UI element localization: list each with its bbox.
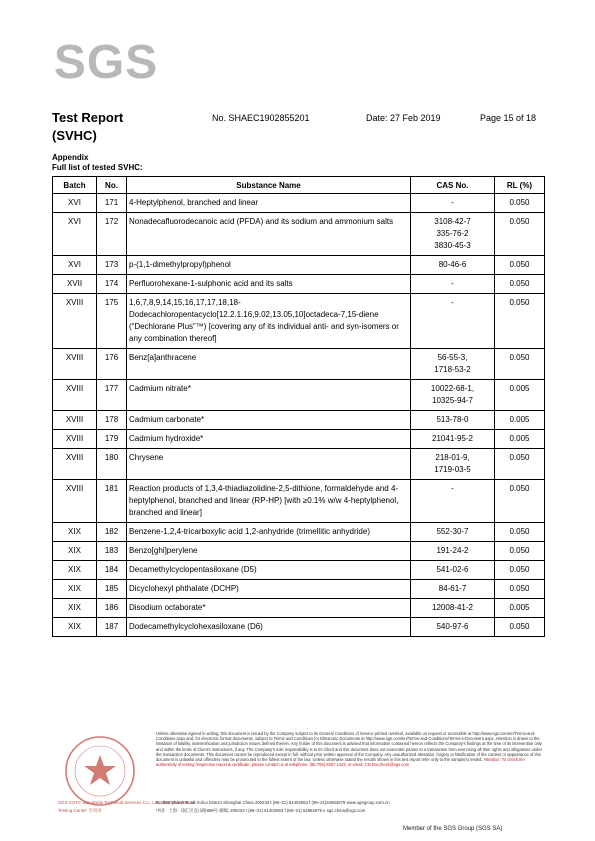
cell-rl: 0.050: [495, 349, 545, 380]
seal-caption-line2: Testing Center 专用章: [58, 808, 102, 813]
cell-substance-name: Dodecamethylcyclohexasiloxane (D6): [127, 618, 411, 637]
list-heading: Full list of tested SVHC:: [52, 163, 143, 172]
cell-cas-no: 540-97-6: [411, 618, 495, 637]
cell-no: 182: [97, 523, 127, 542]
cell-no: 184: [97, 561, 127, 580]
cell-substance-name: Disodium octaborate*: [127, 599, 411, 618]
cell-no: 175: [97, 294, 127, 349]
footer-address-cn: 中国 · 上海 · 徐汇区宜山路889号 邮编: 200233 t (86–21) 61402553 f (86–21) 64953679 e sgs.china@sgs.com: [156, 808, 366, 813]
table-row: [53, 256, 545, 275]
cell-cas-no: 218-01-9, 1719-03-5: [411, 449, 495, 480]
header-batch: Batch: [53, 177, 97, 194]
table-row: [53, 599, 545, 618]
table-row: [53, 194, 545, 213]
cell-rl: 0.050: [495, 542, 545, 561]
cell-substance-name: Benzo[ghi]perylene: [127, 542, 411, 561]
report-subtitle: (SVHC): [52, 128, 97, 143]
cell-batch: XVI: [53, 256, 97, 275]
table-row: [53, 275, 545, 294]
table-row: [53, 430, 545, 449]
cell-rl: 0.050: [495, 213, 545, 256]
cell-substance-name: Benzene-1,2,4-tricarboxylic acid 1,2-anhydride (trimellitic anhydride): [127, 523, 411, 542]
cell-substance-name: Decamethylcyclopentasiloxane (D5): [127, 561, 411, 580]
footer-address-en: No.889 Yishan Road Xuhui District Shanghai China 200233 t (86–21) 61402553 f (86–21)64953679 www.sgsgroup.com.cn: [156, 800, 390, 805]
cell-no: 174: [97, 275, 127, 294]
cell-rl: 0.050: [495, 523, 545, 542]
cell-rl: 0.005: [495, 599, 545, 618]
cell-no: 180: [97, 449, 127, 480]
cell-rl: 0.050: [495, 256, 545, 275]
cell-cas-no: 3108-42-7 335-76-2 3830-45-3: [411, 213, 495, 256]
cell-substance-name: p-(1,1-dimethylpropyl)phenol: [127, 256, 411, 275]
cell-rl: 0.050: [495, 618, 545, 637]
table-row: [53, 294, 545, 349]
cell-substance-name: Reaction products of 1,3,4-thiadiazolidine-2,5-dithione, formaldehyde and 4-heptylphenol, branched and linear (RP-HP) [with ≥0.1% w/w 4-heptylphenol, branched and linear]: [127, 480, 411, 523]
cell-no: 173: [97, 256, 127, 275]
table-row: [53, 213, 545, 256]
cell-no: 176: [97, 349, 127, 380]
report-number: No. SHAEC1902855201: [212, 113, 310, 123]
cell-batch: XVII: [53, 275, 97, 294]
cell-substance-name: Benz[a]anthracene: [127, 349, 411, 380]
member-note: Member of the SGS Group (SGS SA): [403, 826, 503, 832]
sgs-logo: [50, 28, 162, 88]
cell-no: 181: [97, 480, 127, 523]
cell-batch: XIX: [53, 599, 97, 618]
report-title: Test Report: [52, 110, 124, 125]
cell-batch: XVIII: [53, 430, 97, 449]
cell-cas-no: 56-55-3, 1718-53-2: [411, 349, 495, 380]
footer-attention: Attention: To check the authenticity of testing /inspection report & certificate, please contact us at telephone: (86-755) 8307 1443, or email: CN.Doccheck@sgs.com: [156, 757, 525, 768]
cell-cas-no: -: [411, 294, 495, 349]
cell-no: 186: [97, 599, 127, 618]
cell-cas-no: 10022-68-1, 10325-94-7: [411, 380, 495, 411]
cell-rl: 0.005: [495, 430, 545, 449]
cell-batch: XVIII: [53, 294, 97, 349]
table-row: [53, 523, 545, 542]
cell-substance-name: Chrysene: [127, 449, 411, 480]
cell-substance-name: Dicyclohexyl phthalate (DCHP): [127, 580, 411, 599]
table-row: [53, 349, 545, 380]
header-no: No.: [97, 177, 127, 194]
cell-batch: XVIII: [53, 380, 97, 411]
table-row: [53, 618, 545, 637]
cell-batch: XVIII: [53, 480, 97, 523]
footer-disclaimer: Unless otherwise agreed in writing, this document is issued by the Company subject to its General Conditions of Service printed overleaf, available on request or accessible at http://www.sgs.com/en/Terms-and-Conditions.aspx and, for electronic format documents, subject to Terms and Conditions for Electronic Documents at http://www.sgs.com/en/Terms-and-Conditions/Terms-e-Document.aspx. Attention is drawn to the limitation of liability, indemnification and jurisdiction issues defined therein. Any holder of this document is advised that information contained hereon reflects the Company's findings at the time of its intervention only and within the limits of Client's instructions, if any. The Company's sole responsibility is to its Client and this document does not exonerate parties to a transaction from exercising all their rights and obligations under the transaction documents. This document cannot be reproduced except in full, without prior written approval of the Company. Any unauthorized alteration, forgery or falsification of the content or appearance of this document is unlawful and offenders may be prosecuted to the fullest extent of the law. Unless otherwise stated the results shown in this test report refer only to the sample(s) tested.: [156, 731, 542, 763]
cell-substance-name: Nonadecafluorodecanoic acid (PFDA) and its sodium and ammonium salts: [127, 213, 411, 256]
sgs-logo-text: SGS: [53, 36, 159, 88]
cell-rl: 0.050: [495, 275, 545, 294]
cell-cas-no: -: [411, 480, 495, 523]
cell-no: 177: [97, 380, 127, 411]
cell-no: 171: [97, 194, 127, 213]
cell-batch: XVIII: [53, 411, 97, 430]
table-row: [53, 580, 545, 599]
table-row: [53, 480, 545, 523]
table-row: [53, 411, 545, 430]
cell-cas-no: 21041-95-2: [411, 430, 495, 449]
table-row: [53, 449, 545, 480]
cell-substance-name: Cadmium carbonate*: [127, 411, 411, 430]
report-date: Date: 27 Feb 2019: [366, 113, 441, 123]
cell-rl: 0.050: [495, 294, 545, 349]
table-body: [53, 194, 545, 637]
cell-batch: XIX: [53, 580, 97, 599]
cell-cas-no: 80-46-6: [411, 256, 495, 275]
cell-rl: 0.050: [495, 580, 545, 599]
cell-cas-no: -: [411, 194, 495, 213]
cell-rl: 0.050: [495, 561, 545, 580]
table-row: [53, 561, 545, 580]
cell-batch: XIX: [53, 523, 97, 542]
cell-no: 179: [97, 430, 127, 449]
cell-cas-no: 552-30-7: [411, 523, 495, 542]
svhc-table: [52, 176, 545, 637]
header-cas-no: CAS No.: [411, 177, 495, 194]
cell-rl: 0.005: [495, 411, 545, 430]
cell-cas-no: 541-02-6: [411, 561, 495, 580]
cell-substance-name: 1,6,7,8,9,14,15,16,17,17,18,18-Dodecachloropentacyclo[12.2.1.16,9.02,13.05,10]octadeca-7,15-diene (“Dechlorane Plus”™) [covering any of its individual anti- and syn-isomers or any combination thereof]: [127, 294, 411, 349]
cell-cas-no: -: [411, 275, 495, 294]
seal-caption-line1: SGS-CSTC Standards Technical Services Co., Ltd. Shanghai Branch: [58, 800, 196, 805]
cell-cas-no: 513-78-0: [411, 411, 495, 430]
cell-batch: XIX: [53, 542, 97, 561]
cell-no: 185: [97, 580, 127, 599]
cell-no: 187: [97, 618, 127, 637]
cell-rl: 0.050: [495, 449, 545, 480]
header-substance-name: Substance Name: [127, 177, 411, 194]
cell-substance-name: Cadmium hydroxide*: [127, 430, 411, 449]
cell-batch: XVIII: [53, 449, 97, 480]
page-indicator: Page 15 of 18: [480, 113, 537, 123]
cell-batch: XVI: [53, 213, 97, 256]
cell-batch: XIX: [53, 561, 97, 580]
cell-rl: 0.050: [495, 194, 545, 213]
cell-batch: XVIII: [53, 349, 97, 380]
cell-batch: XVI: [53, 194, 97, 213]
table-header-row: [53, 177, 545, 194]
header-rl: RL (%): [495, 177, 545, 194]
footer-disclaimer-block: [156, 731, 544, 767]
cell-cas-no: 84-61-7: [411, 580, 495, 599]
cell-substance-name: Cadmium nitrate*: [127, 380, 411, 411]
table-row: [53, 380, 545, 411]
cell-cas-no: 12008-41-2: [411, 599, 495, 618]
cell-substance-name: Perfluorohexane-1-sulphonic acid and its salts: [127, 275, 411, 294]
cell-substance-name: 4-Heptylphenol, branched and linear: [127, 194, 411, 213]
cell-cas-no: 191-24-2: [411, 542, 495, 561]
table-row: [53, 542, 545, 561]
cell-rl: 0.050: [495, 480, 545, 523]
cell-no: 183: [97, 542, 127, 561]
appendix-heading: Appendix: [52, 153, 89, 162]
cell-batch: XIX: [53, 618, 97, 637]
cell-rl: 0.005: [495, 380, 545, 411]
cell-no: 178: [97, 411, 127, 430]
cell-no: 172: [97, 213, 127, 256]
